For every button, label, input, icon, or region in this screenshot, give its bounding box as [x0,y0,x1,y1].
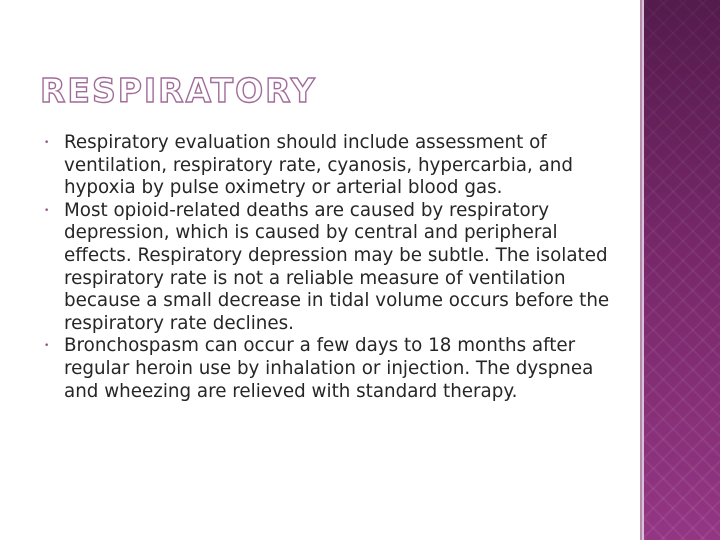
bullet-item [44,132,614,200]
slide-title: RESPIRATORY [40,71,317,110]
bullet-text: Most opioid-related deaths are caused by respiratory depression, which is caused by central and peripheral effects. Respiratory depression may be subtle. The isolated respiratory rate is not a reliable measure of ventilation because a small decrease in tidal volume occurs before the respiratory rate declines. [64,199,610,334]
bullet-text: Respiratory evaluation should include assessment of ventilation, respiratory rate, cyanosis, hypercarbia, and hypoxia by pulse oximetry or arterial blood gas. [64,132,574,199]
bullet-text: Bronchospasm can occur a few days to 18 months after regular heroin use by inhalation or injection. The dyspnea and wheezing are relieved with standard therapy. [64,335,594,402]
diamond-bullet-icon: • [44,341,50,352]
decorative-side-panel [642,0,720,540]
diamond-bullet-icon: • [44,138,50,148]
diamond-bullet-icon: • [44,205,50,216]
bullet-item [44,335,614,403]
bullet-list [44,132,614,403]
bullet-item [44,200,614,336]
